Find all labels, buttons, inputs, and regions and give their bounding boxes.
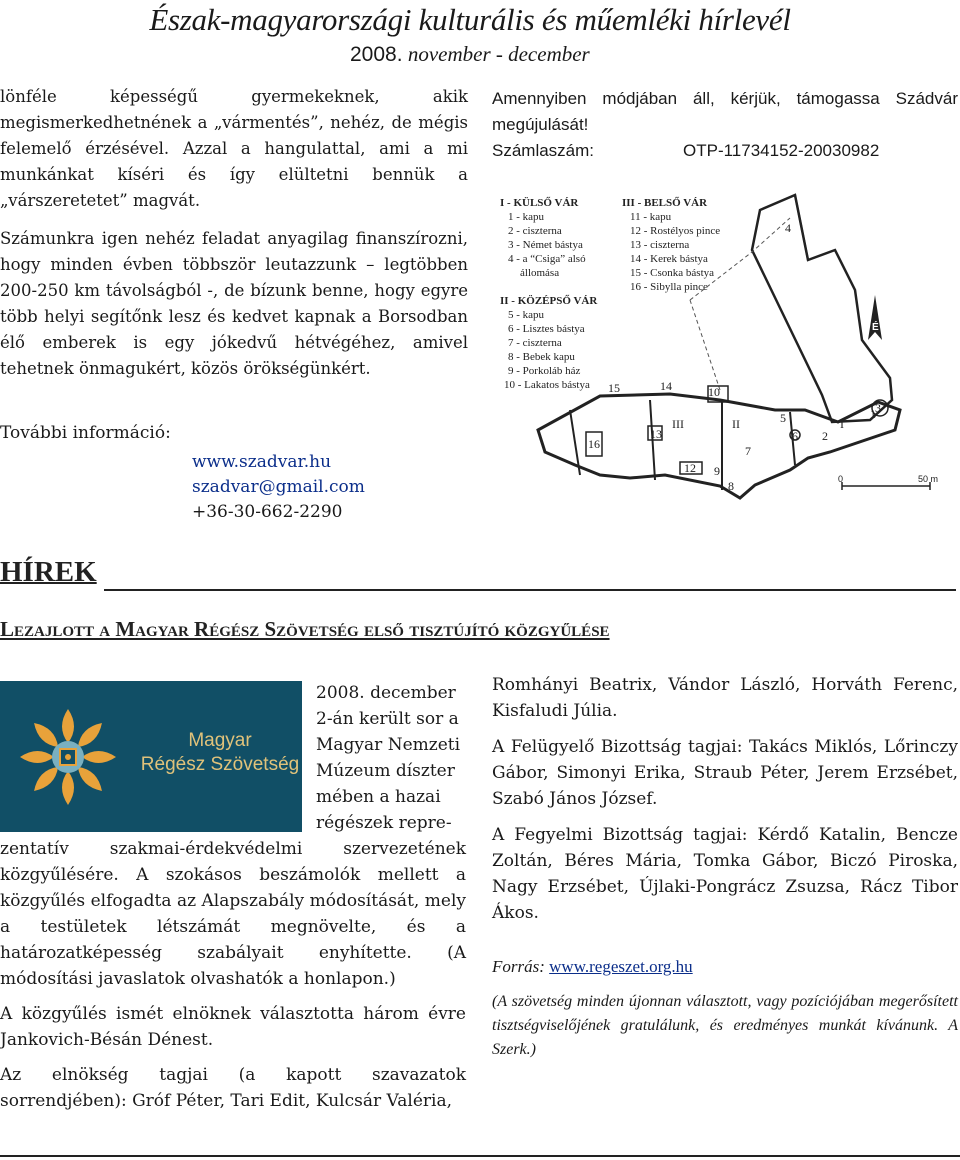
article-paragraph-6: A Fegyelmi Bizottság tagjai: Kérdő Katalin, Bencze Zoltán, Béres Mária, Tomka Gábor, Biczó Piroska, Nagy Erzsébet, Újlaki-Pongrácz Zsuzsa, Rácz Tibor Ákos. bbox=[492, 825, 958, 923]
legend-item: 12 - Rostélyos pince bbox=[630, 225, 721, 237]
article-wrap-text bbox=[316, 680, 466, 836]
article-wrap-line: mében a hazai bbox=[316, 787, 441, 807]
zone-label: III bbox=[672, 417, 684, 431]
contact-block bbox=[192, 450, 365, 525]
castle-path bbox=[690, 300, 720, 390]
legend-item: 3 - Német bástya bbox=[508, 239, 583, 251]
news-section-rule bbox=[104, 589, 956, 591]
map-number: 13 bbox=[650, 427, 662, 441]
legend-item: 7 - ciszterna bbox=[508, 337, 562, 349]
scale-start-label: 0 bbox=[838, 474, 844, 484]
article-paragraph-1: zentatív szakmai-érdekvédelmi szervezetének közgyűlésére. A szokásos beszámolók mellett a közgyűlés elfogadta az Alapszabály módosítását, mely a testületek létszámát megnövelte, és a határozatképesség szabályait enyhítette. (A módosítási javaslatok olvashatók a honlapon.) bbox=[0, 839, 466, 989]
article-body-right bbox=[492, 672, 958, 926]
map-number: 8 bbox=[728, 479, 734, 493]
article-wrap-line: Magyar Nemzeti bbox=[316, 735, 461, 755]
legend-item: 15 - Csonka bástya bbox=[630, 267, 715, 279]
legend-item: 5 - kapu bbox=[508, 309, 545, 321]
legend-item: állomása bbox=[520, 267, 560, 279]
map-number: 7 bbox=[745, 444, 751, 458]
map-number: 3 bbox=[875, 401, 881, 415]
association-logo bbox=[0, 681, 302, 832]
contact-phone: +36-30-662-2290 bbox=[192, 502, 343, 522]
legend-item: 13 - ciszterna bbox=[630, 239, 690, 251]
legend-item: 6 - Lisztes bástya bbox=[508, 323, 585, 335]
news-section-header bbox=[0, 556, 958, 596]
legend-item: 16 - Sibylla pince bbox=[630, 281, 708, 293]
legend-header-middle: II - KÖZÉPSŐ VÁR bbox=[500, 295, 598, 307]
zone-label: I bbox=[840, 417, 844, 431]
map-number: 14 bbox=[660, 379, 672, 393]
scale-end-label: 50 m bbox=[918, 474, 939, 484]
map-number: 15 bbox=[608, 381, 620, 395]
intro-text bbox=[0, 84, 468, 382]
north-arrow-icon bbox=[868, 295, 882, 340]
issue-year: 2008. bbox=[350, 43, 403, 66]
newsletter-issue bbox=[350, 42, 590, 67]
map-number: 10 bbox=[708, 385, 720, 399]
castle-outer-wall bbox=[752, 195, 892, 422]
account-label: Számlaszám: bbox=[492, 141, 595, 160]
news-section-title: HÍREK bbox=[0, 556, 97, 588]
newsletter-title: Észak-magyarországi kulturális és műemléki hírlevél bbox=[149, 2, 791, 37]
source-link[interactable]: www.regeszet.org.hu bbox=[549, 957, 693, 976]
legend-item: 9 - Porkoláb ház bbox=[508, 365, 581, 377]
logo-emblem-icon bbox=[0, 681, 140, 832]
issue-period: november - december bbox=[407, 42, 590, 66]
editor-note: (A szövetség minden újonnan választott, vagy pozíciójában megerősített tisztségviselőjének gratulálunk, és eredményes munkát kívánunk. A Szerk.) bbox=[492, 993, 958, 1058]
map-number: 12 bbox=[684, 461, 696, 475]
source-label: Forrás: bbox=[492, 957, 545, 976]
intro-paragraph-2: Számunkra igen nehéz feladat anyagilag finanszírozni, hogy minden évben többször leutazzunk – legtöbben 200-250 km távolságból -, de bízunk benne, hogy egyre több helyi segítőnk lesz és kedvet kapnak a Borsodban élő emberek is egy jókedvű hétvégéhez, amivel tehetnek önmagukért, közös örökségünkért. bbox=[0, 229, 468, 378]
article-title: Lezajlott a Magyar Régész Szövetség első tisztújító közgyűlése bbox=[0, 617, 610, 641]
article-wrap-line: 2008. december bbox=[316, 683, 456, 703]
article-wrap-line: régészek repre- bbox=[316, 813, 452, 833]
source-line bbox=[492, 957, 693, 977]
article-wrap-line: 2-án került sor a bbox=[316, 709, 459, 729]
logo-line-1: Magyar bbox=[188, 730, 252, 751]
legend-item: 8 - Bebek kapu bbox=[508, 351, 575, 363]
logo-line-2: Régész Szövetség bbox=[140, 754, 300, 775]
legend-item: 1 - kapu bbox=[508, 211, 545, 223]
map-number: 2 bbox=[822, 429, 828, 443]
logo-text bbox=[140, 729, 300, 777]
map-number: 9 bbox=[714, 464, 720, 478]
contact-website[interactable]: www.szadvar.hu bbox=[192, 452, 332, 472]
castle-map-svg bbox=[490, 190, 960, 510]
zone-label: II bbox=[732, 417, 740, 431]
castle-map bbox=[490, 190, 960, 510]
castle-inner-wall bbox=[795, 195, 808, 260]
legend-header-inner: III - BELSŐ VÁR bbox=[622, 197, 708, 209]
map-number: 6 bbox=[792, 429, 798, 443]
legend-item: 10 - Lakatos bástya bbox=[504, 379, 590, 391]
article-wrap-line: Múzeum díszter bbox=[316, 761, 455, 781]
intro-paragraph-1: lönféle képességű gyermekeknek, akik megismerkedhetnének a „vármentés”, nehéz, de mégis felemelő érzésével. Azzal a hangulattal, ami a mi munkánkat kíséri és így elültetni bennük a „várszeretetet” magvát. bbox=[0, 87, 468, 210]
legend-item: 2 - ciszterna bbox=[508, 225, 562, 237]
map-number: 1 bbox=[870, 407, 876, 421]
article-body-left bbox=[0, 836, 466, 1114]
page-bottom-rule bbox=[0, 1155, 960, 1157]
legend-item: 11 - kapu bbox=[630, 211, 672, 223]
account-number: OTP-11734152-20030982 bbox=[683, 141, 880, 160]
map-number: 4 bbox=[785, 221, 791, 235]
article-paragraph-4: Romhányi Beatrix, Vándor László, Horváth Ferenc, Kisfaludi Júlia. bbox=[492, 675, 958, 721]
map-number: 5 bbox=[780, 411, 786, 425]
article-paragraph-3: Az elnökség tagjai (a kapott szavazatok sorrendjében): Gróf Péter, Tari Edit, Kulcsár Valéria, bbox=[0, 1065, 466, 1111]
contact-label: További információ: bbox=[0, 423, 171, 443]
support-text: Amennyiben módjában áll, kérjük, támogassa Szádvár megújulását! bbox=[492, 89, 958, 134]
contact-email[interactable]: szadvar@gmail.com bbox=[192, 477, 365, 497]
legend-item: 14 - Kerek bástya bbox=[630, 253, 708, 265]
article-paragraph-2: A közgyűlés ismét elnöknek választotta három évre Jankovich-Bésán Dénest. bbox=[0, 1004, 466, 1050]
north-label: É bbox=[872, 322, 879, 333]
legend-item: 4 - a “Csiga” alsó bbox=[508, 253, 586, 265]
article-paragraph-5: A Felügyelő Bizottság tagjai: Takács Miklós, Lőrinczy Gábor, Simonyi Erika, Straub Péter, Jerem Erzsébet, Szabó János József. bbox=[492, 737, 958, 809]
legend-header-outer: I - KÜLSŐ VÁR bbox=[500, 197, 579, 209]
map-number: 16 bbox=[588, 437, 600, 451]
